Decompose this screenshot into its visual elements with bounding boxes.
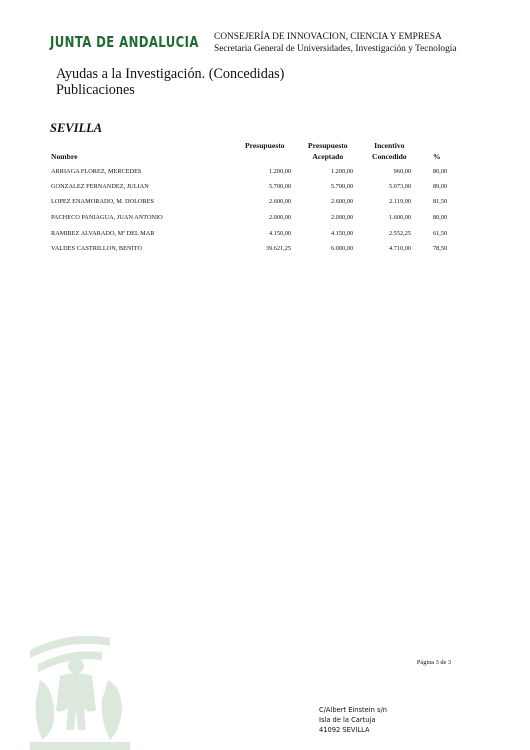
cell-aceptado: 6.000,00 (330, 245, 353, 252)
cell-presupuesto: 2.000,00 (268, 214, 291, 221)
cell-incentivo: 1.600,00 (388, 214, 411, 221)
department-name: CONSEJERÍA DE INNOVACION, CIENCIA Y EMPRESA (214, 32, 442, 42)
header-presupuesto: Presupuesto (245, 141, 285, 150)
table-row (0, 166, 530, 177)
cell-nombre: PACHECO PANIAGUA, JUAN ANTONIO (51, 214, 163, 221)
cell-presupuesto: 2.600,00 (268, 198, 291, 205)
footer-address (319, 705, 387, 735)
page-number: Página 3 de 3 (416, 659, 451, 666)
cell-aceptado: 4.150,00 (330, 230, 353, 237)
cell-presupuesto: 4.150,00 (268, 230, 291, 237)
department-header (214, 31, 457, 55)
cell-porcentaje: 80,00 (433, 214, 448, 221)
cell-porcentaje: 61,50 (433, 230, 448, 237)
table-row (0, 243, 530, 254)
cell-nombre: RAMIREZ ALVARADO, Mª DEL MAR (51, 230, 155, 237)
header-incentivo-line1: Incentivo (374, 141, 405, 150)
province-heading: SEVILLA (50, 121, 103, 135)
cell-aceptado: 2.000,00 (330, 214, 353, 221)
cell-aceptado: 2.600,00 (330, 198, 353, 205)
title-line-2: Publicaciones (56, 81, 135, 98)
cell-incentivo: 5.073,00 (388, 183, 411, 190)
junta-de-andalucia-logo: JUNTA DE ANDALUCIA (50, 33, 199, 51)
table-row (0, 212, 530, 223)
cell-nombre: LOPEZ ENAMORADO, M. DOLORES (51, 198, 155, 205)
cell-porcentaje: 80,00 (433, 168, 448, 175)
cell-incentivo: 4.710,00 (388, 245, 411, 252)
cell-porcentaje: 78,50 (433, 245, 448, 252)
cell-nombre: VALDES CASTRILLON, BENITO (51, 245, 142, 252)
table-row (0, 228, 530, 239)
header-presupuesto-aceptado-line1: Presupuesto (308, 141, 348, 150)
header-incentivo-concedido (372, 140, 407, 162)
cell-aceptado: 5.700,00 (330, 183, 353, 190)
header-presupuesto-aceptado (308, 140, 348, 162)
cell-aceptado: 1.200,00 (330, 168, 353, 175)
address-line-1: C/Albert Einstein s/n (319, 706, 387, 714)
cell-porcentaje: 81,50 (433, 198, 448, 205)
header-porcentaje: % (433, 152, 441, 161)
header-nombre: Nombre (51, 152, 78, 161)
cell-presupuesto: 1.200,00 (268, 168, 291, 175)
header-presupuesto-aceptado-line2: Aceptado (312, 152, 344, 161)
cell-incentivo: 2.119,00 (389, 198, 411, 205)
andalucia-emblem-watermark (30, 630, 140, 750)
title-line-1: Ayudas a la Investigación. (Concedidas) (56, 66, 285, 82)
document-title (56, 67, 284, 98)
sub-department-name: Secretaria General de Universidades, Investigación y Tecnología (214, 44, 457, 54)
table-row (0, 196, 530, 207)
cell-incentivo: 2.552,25 (388, 230, 411, 237)
cell-nombre: GONZALEZ FERNANDEZ, JULIAN (51, 183, 149, 190)
header-incentivo-line2: Concedido (372, 152, 407, 161)
address-line-3: 41092 SEVILLA (319, 726, 370, 734)
cell-presupuesto: 39.621,25 (265, 245, 291, 252)
cell-presupuesto: 5.700,00 (268, 183, 291, 190)
address-line-2: Isla de la Cartuja (319, 716, 376, 724)
cell-incentivo: 960,00 (393, 168, 411, 175)
cell-nombre: ARRIAGA FLOREZ, MERCEDES (51, 168, 142, 175)
table-row (0, 181, 530, 192)
cell-porcentaje: 89,00 (433, 183, 448, 190)
